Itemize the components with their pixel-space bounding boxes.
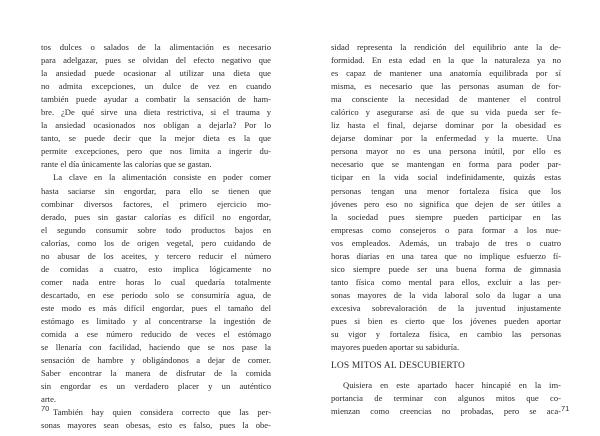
text-line: tanto física como mental para ellos, excluir a las per- xyxy=(331,276,561,287)
text-line: empresas como consejeros o para formar a los nue- xyxy=(331,224,561,235)
text-line: sensación de hambre y obligándonos a dejar de comer. xyxy=(41,355,271,366)
text-line: la ansiedad puede ocasionar al utilizar una dieta que xyxy=(41,68,271,79)
text-line: derado, pues sin gastar calorías es difícil no engordar, xyxy=(41,211,271,222)
right-page-text xyxy=(331,41,561,418)
text-line: Quisiera en este apartado hacer hincapié en la im- xyxy=(343,380,561,391)
text-line: la sociedad pues siempre pueden participar en las xyxy=(331,211,561,222)
text-line: descartado, en ese periodo solo se consumiría agua, de xyxy=(41,289,271,300)
left-page-text xyxy=(41,41,271,432)
text-line: se llenaría con facilidad, haciendo que se nos pase la xyxy=(41,342,271,353)
text-line: calorías, como los de origen vegetal, pero cuidando de xyxy=(41,237,271,248)
text-line: También hay quien considera correcto que las per- xyxy=(53,407,271,418)
text-line: sidad representa la rendición del equilibrio ante la de- xyxy=(331,42,561,52)
right-page-number: 71 xyxy=(561,404,570,413)
text-line: misma, es necesario que las personas asuman de for- xyxy=(331,81,561,92)
text-line: combinar diversos factores, el primero ejercicio mo- xyxy=(41,198,271,209)
text-line: Saber encontrar la manera de disfrutar de la comida xyxy=(41,368,271,379)
text-line: la ansiedad ocasionados nos obligan a dejarla? Por lo xyxy=(41,120,271,131)
text-line: tos dulces o salados de la alimentación es necesario xyxy=(41,42,271,52)
text-line: sonas mayores de la vida laboral solo da lugar a una xyxy=(331,289,561,300)
text-line: bre. ¿De qué sirve una dieta restrictiva, si el trauma y xyxy=(41,107,271,118)
text-line: mayores pueden aportar su sabiduría. xyxy=(331,342,460,353)
text-line: comer nada entre horas lo cual quedaría totalmente xyxy=(41,276,271,287)
text-line: pues si bien es cierto que los jóvenes pueden aportar xyxy=(331,315,561,326)
text-line: personas tengan una menor fortaleza física que los xyxy=(331,185,561,196)
text-line: comida a ese número reducido de veces el estómago xyxy=(41,329,271,340)
text-line: rante el día únicamente las calorías que se gastan. xyxy=(41,159,212,170)
text-line: La clave en la alimentación consiste en poder comer xyxy=(53,172,271,183)
text-line: jóvenes pero eso no significa que dejen de ser útiles a xyxy=(331,198,561,209)
text-line: su vigor y fortaleza física, en cambio las personas xyxy=(331,329,561,340)
text-line: tanto, se puede decir que la mejor dieta es la que xyxy=(41,133,271,144)
text-line: también puede ayudar a combatir la sensación de ham- xyxy=(41,94,271,105)
text-line: hasta saciarse sin engordar, para ello se tienen que xyxy=(41,185,271,196)
text-line: para adelgazar, pues se olvidan del efecto negativo que xyxy=(41,55,271,66)
text-line: este modo es más difícil engordar, pues el tamaño del xyxy=(41,302,271,313)
text-line: no abusar de los aceites, y tercero reducir el número xyxy=(41,250,271,261)
text-line: no admita excepciones, un dulce de vez en cuando xyxy=(41,81,271,92)
right-page xyxy=(300,0,600,436)
text-line: de comidas a cuatro, esto implica lógicamente no xyxy=(41,263,271,274)
text-line: sonas mayores sean obesas, esto es falso, pues la obe- xyxy=(41,420,271,431)
text-line: ma consciente la necesidad de mantener el control xyxy=(331,94,561,105)
text-line: sico siempre puede ser una buena forma de gimnasia xyxy=(331,263,561,274)
text-line: portancia de terminar con algunos mitos que co- xyxy=(331,393,561,404)
text-line: sin engordar es un verdadero placer y un auténtico xyxy=(41,381,271,392)
text-line: mienzan como creencias no probadas, pero se aca- xyxy=(331,406,561,417)
text-line: dejarse dominar por la enfermedad y la muerte. Una xyxy=(331,133,561,144)
text-line: liz hasta el final, dejarse dominar por la obesidad es xyxy=(331,120,561,131)
text-line: permite excepciones, pero que nos limita a ingerir du- xyxy=(41,146,271,157)
text-line: el segundo consumir sobre todo productos bajos en xyxy=(41,224,271,235)
text-line: formidad. En esta edad en la que la naturaleza ya no xyxy=(331,55,561,66)
text-line: excesiva sobrevaloración de la juventud injustamente xyxy=(331,302,561,313)
section-heading: LOS MITOS AL DESCUBIERTO xyxy=(331,361,466,372)
left-page-number: 70 xyxy=(41,404,50,413)
text-line: calórico y asegurarse así de que su vida pueda ser fe- xyxy=(331,107,561,118)
text-line: es capaz de mantener una anatomía equilibrada por sí xyxy=(331,68,561,79)
text-line: arte. xyxy=(41,394,57,405)
text-line: necesario que se mantengan en forma para poder par- xyxy=(331,159,561,170)
text-line: vos empleados. Además, un trabajo de tres o cuatro xyxy=(331,237,561,248)
text-line: horas diarias en una tarea que no implique esfuerzo fí- xyxy=(331,250,561,261)
text-line: estómago es limitado y al concentrarse la ingestión de xyxy=(41,315,271,326)
text-line: ticipar en la vida social indefinidamente, quizás estas xyxy=(331,172,561,183)
text-line: persona mayor no es una persona inútil, por ello es xyxy=(331,146,561,157)
